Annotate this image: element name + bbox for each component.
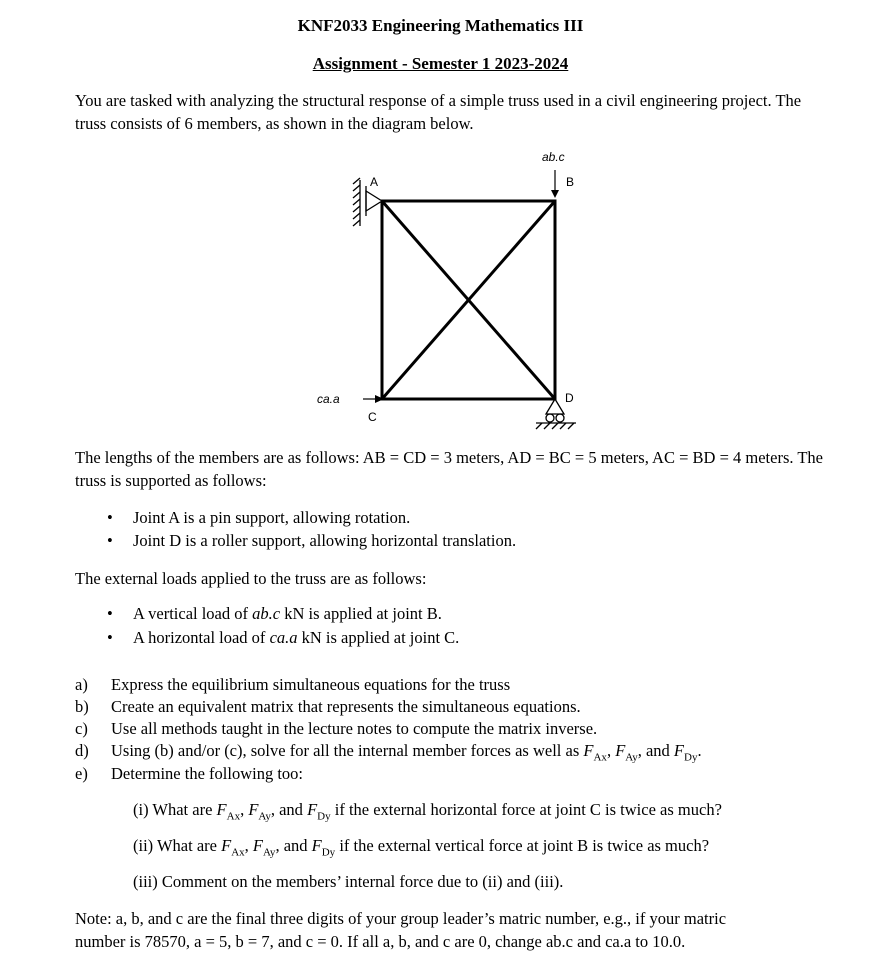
bullet-icon: •	[107, 604, 113, 623]
bullet-icon: •	[107, 508, 113, 527]
joint-label-c: C	[368, 410, 377, 424]
force-sub: Dy	[317, 810, 331, 823]
joint-label-a: A	[370, 175, 379, 189]
force-sub: Dy	[684, 751, 698, 764]
list-item	[107, 506, 807, 529]
force-sub: Dy	[321, 846, 336, 859]
question-text: Express the equilibrium simultaneous equations for the truss	[111, 675, 511, 694]
bullet-icon: •	[107, 531, 113, 550]
force-symbol: F	[307, 800, 318, 819]
question-a	[75, 674, 835, 696]
sub-question-iii: (iii) Comment on the members’ internal force due to (ii) and (iii).	[133, 872, 564, 891]
sub-question-pre: (i) What are	[133, 800, 217, 819]
force-sub: Ay	[258, 810, 271, 823]
list-item	[107, 602, 807, 625]
load-label-top: ab.c	[542, 150, 565, 164]
separator: , and	[637, 741, 674, 760]
force-symbol: F	[252, 836, 263, 855]
separator: ,	[244, 836, 253, 855]
load-b-var: ab.c	[252, 604, 281, 623]
force-sub: Ay	[263, 846, 276, 859]
course-title: KNF2033 Engineering Mathematics III	[297, 16, 584, 35]
force-sub: Ax	[593, 751, 607, 764]
question-e	[75, 763, 835, 785]
sub-question-post: if the external vertical force at joint B is twice as much?	[335, 836, 710, 855]
separator: , and	[270, 800, 308, 819]
question-b	[75, 696, 835, 718]
support-a-text: Joint A is a pin support, allowing rotation.	[133, 508, 411, 527]
question-text: Use all methods taught in the lecture notes to compute the matrix inverse.	[111, 719, 598, 738]
force-symbol: F	[615, 741, 626, 760]
assignment-title	[0, 54, 881, 74]
sub-question-pre: (ii) What are	[133, 836, 222, 855]
force-symbol: F	[248, 800, 259, 819]
lengths-paragraph: The lengths of the members are as follows: AB = CD = 3 meters, AD = BC = 5 meters, AC = BD = 4 meters. The truss is supported as follows:	[75, 448, 823, 490]
force-sub: Ax	[226, 810, 241, 823]
truss-diagram	[300, 140, 600, 440]
note-line-1: Note: a, b, and c are the final three digits of your group leader’s matric number, e.g., if your matric	[75, 909, 727, 928]
separator: .	[697, 741, 702, 760]
load-c-text	[133, 626, 459, 649]
load-label-left: ca.a	[317, 392, 340, 406]
list-item	[107, 626, 807, 649]
separator: , and	[275, 836, 312, 855]
force-sub: Ay	[625, 751, 638, 764]
force-symbol: F	[311, 836, 322, 855]
intro-paragraph: You are tasked with analyzing the structural response of a simple truss used in a civil engineering project. The truss consists of 6 members, as shown in the diagram below.	[75, 91, 802, 133]
load-arrow-b	[551, 170, 559, 198]
question-label: a)	[75, 675, 88, 694]
list-item	[107, 529, 807, 552]
load-c-var: ca.a	[269, 628, 298, 647]
force-symbol: F	[216, 800, 227, 819]
sub-question-i	[133, 800, 722, 822]
question-label: b)	[75, 697, 89, 716]
assignment-title-text: Assignment - Semester 1 2023-2024	[312, 54, 569, 73]
load-b-text	[133, 602, 442, 625]
question-d-pre: Using (b) and/or (c), solve for all the internal member forces as well as	[111, 741, 584, 760]
question-text: Determine the following too:	[111, 764, 303, 783]
question-label: d)	[75, 741, 89, 760]
joint-label-d: D	[565, 391, 574, 405]
question-label: c)	[75, 719, 88, 738]
force-symbol: F	[583, 741, 594, 760]
bullet-icon: •	[107, 628, 113, 647]
note-line-2: number is 78570, a = 5, b = 7, and c = 0. If all a, b, and c are 0, change ab.c and ca.a to 10.0.	[75, 932, 686, 951]
load-b-pre: A vertical load of	[133, 604, 253, 623]
question-c	[75, 718, 835, 740]
joint-label-b: B	[566, 175, 575, 189]
question-d	[75, 740, 855, 762]
sub-question-post: if the external horizontal force at joint C is twice as much?	[330, 800, 722, 819]
support-d-text: Joint D is a roller support, allowing horizontal translation.	[133, 531, 517, 550]
load-c-pre: A horizontal load of	[133, 628, 270, 647]
sub-question-ii	[133, 836, 709, 858]
question-text: Create an equivalent matrix that represents the simultaneous equations.	[111, 697, 581, 716]
separator: ,	[240, 800, 249, 819]
loads-intro: The external loads applied to the truss are as follows:	[75, 569, 427, 588]
force-symbol: F	[221, 836, 232, 855]
force-symbol: F	[673, 741, 685, 760]
load-b-post: kN is applied at joint B.	[280, 604, 442, 623]
question-label: e)	[75, 764, 88, 783]
separator: ,	[606, 741, 616, 760]
load-c-post: kN is applied at joint C.	[297, 628, 460, 647]
force-sub: Ax	[231, 846, 245, 859]
